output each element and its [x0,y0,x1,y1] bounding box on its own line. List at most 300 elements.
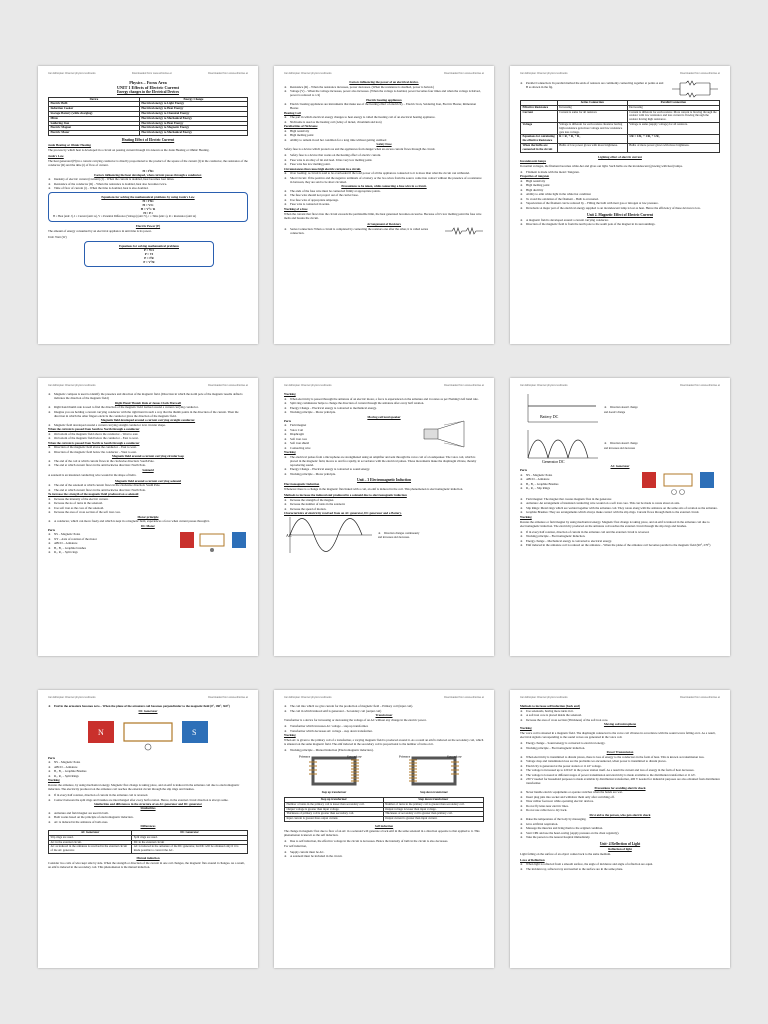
list-item: ➔ Take the person to the nearest hospital immediately. [520,835,720,839]
paragraph: When the current that flows into the circuit exceeds the permissible limit, the heat generated becomes excessive. Because of it's low melting point the fuse wire melts and breaks the circuit. [284,211,482,220]
paragraph: Rotates the armature or field magnet by using mechanical energy. Magnetic flux change is taking place, and an emf is induced in the armature coil due to electromagnetic induction. The electricity produced on the armature coil reaches the external circuit through the slip rings and brushes. [520,519,710,528]
table-row [521,135,720,144]
table-cell: Equations for calculating the effective Resistance [521,135,558,144]
subheading: Working of a fuse [284,206,308,211]
figure-caption: Step down transformer [420,791,448,794]
wave-notes [378,531,419,539]
equation: H = VI t [142,203,154,208]
list-item: ➔ Nichrome is used as the heating coil (Alloy of nickel, chromium and iron) [284,120,484,124]
subheading: First aid to the person, who gets electric shock [589,812,651,817]
list-item: ➔ Increase the strength of the magnet. [284,498,484,502]
subheading: Solenoid [142,467,154,472]
list-item: ➔ Energy change – Mechanical energy is converted to electrical energy. [520,539,720,543]
list-item: ➔ The coil in which induced emf is generated – Secondary coil (output coil) [284,709,484,713]
list-item: ➔ To avoid the oxidation of the filament – Bulb is evacuated. [520,197,720,201]
table-row [521,143,720,152]
list-item: ➔ Emf in the armature becomes zero – When the plane of the armature coil becomes perpendicular to the magnetic field (0°, 180°, 360°) [48,704,248,708]
list-item: ➔ Direction doesn't change [604,442,638,446]
battery-dc-graph [520,392,600,428]
paragraph: Light falling on the surface of an object comes back to the same medium. [520,851,611,856]
page-header [48,384,248,388]
list-item: ➔ Energy Change – Electrical energy is converted to mechanical energy. [284,406,484,410]
list-item: ➔ Right hand thumb rule is used to find the direction of the magnetic field formed around a current carrying conductor. [48,405,248,409]
table-cell: Electrical energy to Chemical Energy [139,111,247,116]
list-item: ➔ Voice Coil [284,428,410,432]
list-item: ➔ Give artificial respiration. [520,822,720,826]
subheading: Magnetic field around a current carrying circular loop [111,454,185,458]
subheading: Moving coil loud speaker [367,414,401,419]
list-item: ➔ Working principle – Motor principle. [284,472,484,476]
list-item: ➔ Filament is made with the metal: Tungsten. [520,170,720,174]
equation: H = P t [143,211,153,216]
list-item: ➔ Increase the intensity of the electric current. [48,497,248,501]
list-item: ➔ Safety fuse is a device that works on the heating effect of electric current. [284,153,484,157]
unit-title: Unit 2. Magnetic Effect of Electric Current [587,212,653,217]
list-item: ➔ Time of flow of current (t) – When the time is doubled, heat is also doubled. [48,186,248,190]
table-cell: DC in the external circuit [132,840,248,845]
step-up-transformer-diagram [299,754,369,790]
subheading: Differences [140,824,156,828]
axis-label: AC [286,533,292,539]
list-item: ➔ Both works based on the principle of electromagnetic induction. [48,815,248,819]
table-cell: Electric Motor [49,131,140,136]
list-item: ➔ Connecting wire [284,446,410,450]
list-item: ➔ Insert plug pins into socket and withdraw them only after switching off. [520,795,720,799]
equation: H = V²t / R [140,207,156,212]
header-left: Iran Ethiopian Channel physics textbooks [520,72,568,75]
generator-dc-section [520,428,720,464]
table-cell: Electrical energy to Magnetic Energy [139,126,247,131]
header-right: Downloaded from www.ethiorise.et [444,72,484,75]
subheading: Peculiarities of Nichrome [284,124,318,128]
list-item: ➔ The voltage is lowered at different stages of power transmission and electricity is made available to the distribution transformer at 11 kV. [520,773,720,777]
list-item: ➔ AC is induced in the armature of both ones. [48,820,248,824]
page-7 [38,690,258,968]
list-item: ➔ High ductility [520,188,720,192]
list-item: ➔ Short Circuit: If the positive and the negative terminals of a battery or the two wires from the source come into contact without the presence of a resistance in between, they are said to be short circuited. [284,176,484,184]
subheading: Methods to increase self induction (back emf) [520,704,580,708]
header-right: Downloaded from www.ethiorise.et [208,696,248,699]
loudspeaker-diagram [414,419,484,449]
page-4 [38,378,258,656]
list-item: ➔ R₁, R₂ – Split rings [48,550,174,554]
list-item: ➔ Vaporization of the filament can be reduced by – Filling the bulb with inert gas or nitrogen at low pressure. [520,201,720,205]
paragraph: Unit: Watt (W) [48,234,67,239]
table-cell: Current is different for each resistor. More current is flowing through the resistor with low resistance and less current is flowing through the resistor having high resistance. [627,110,719,122]
table-cell: Electrical energy to Light Energy [139,102,247,107]
list-item: ➔ Series Connection: When a circuit is completed by connecting the resistors one after the other, it is called series connection. [284,227,440,235]
table-cell: Bulbs of low power glows with more brightness. [557,143,627,152]
list-item: ➔ Do not fly kites near electric lines. [520,804,720,808]
list-item: ➔ ABCD – Armature [48,541,174,545]
list-item: ➔ Fuse wire is an alloy of tin and lead. It has very low melting point. [284,158,484,162]
series-row [284,226,484,236]
header-left: Iran Ethiopian Channel physics textbooks [48,696,96,699]
list-item: ➔ The coil into which we give current for the production of magnetic field – Primary coil (input coil). [284,704,484,708]
paragraph: A solenoid is an insulated conducting wire wound in the shape of helix. [48,472,137,477]
list-item: ➔ R₁, R₂ – Slip Rings [520,486,636,490]
ac-wave-graph [284,515,374,555]
list-item: ➔ Field magnet [284,423,410,427]
list-item: ➔ Imagine you are holding a current carrying conductor with the right hand in such a way that the thumb points in the direction of the current. Then the direction in which the other fingers encircle the conductor gives the direction of the magnetic field. [48,410,248,418]
list-item: ➔ When electricity is transmitted to distant places, there is loss of energy to the conductors in the form of heat. This is known as transmission loss. [520,755,720,759]
subheading: Characteristics of electricity received from an AC generator, DC generator and a Battery. [284,511,402,516]
subheading: Power Transmission [606,750,634,754]
header-right: Downloaded from www.ethiorise.et [680,384,720,387]
list-item: ➔ Electricity is generated at the power station at 11 kV voltage. [520,764,720,768]
header-right: Downloaded from www.ethiorise.et [680,72,720,75]
header-left: Iran Ethiopian Channel physics textbooks [48,384,96,387]
list-item: ➔ Diaphragm [284,432,410,436]
table-cell: Electric Bulb [49,102,140,107]
page-header [48,72,248,76]
svg-text:N: N [98,727,104,737]
list-item: ➔ Intensity of electric current (Current) (I) – When the current is doubled, heat becomes four times. [48,177,248,181]
ac-wave-section [284,515,484,555]
table-header: Step up transformer [285,798,384,803]
list-item: ➔ The part in which electrical energy changes to heat energy is called the heating coil of an electrical heating appliance. [284,115,484,119]
equation: H = I²Rt [142,199,154,204]
paragraph: Rotates the armature, by using mechanical energy. Magnetic flux change is taking place, and an emf is induced in the armature coil due to electromagnetic induction. The electricity produced on the armature coil reaches the external circuit through the slip rings and brushes. [48,783,240,791]
subheading: Methods to increase the induced emf produced in a solenoid due to electromagnetic induction [284,493,407,498]
list-item: ➔ B₁, B₂ – Graphite Brushes [48,769,248,773]
subheading: Parts [284,418,292,423]
formula: H = I²Rt [142,168,154,173]
table-cell: Thickness of secondary coil is greater than primary coil. [383,812,483,817]
subheading: Similarities [140,806,156,810]
header-right: Downloaded from www.ethiorise.et [208,72,248,75]
parts-list [284,419,410,451]
list-item: ➔ Raise the temperature of the body by massaging. [520,817,720,821]
subheading: Working [520,514,532,519]
paragraph: Safety fuse is a device which protects us and the appliances from danger when an excess current flows through the circuit. [284,147,436,151]
subheading: Transformer [375,713,393,717]
box-heading: Equations for solving the mathematical problems by using Joule's Law [101,195,195,200]
table-header: Device [49,97,140,102]
paragraph: Consider two coils of wire kept side by side. When the strength or direction of the current in one coil changes, the magnetic flux around it changes. As a result, an emf is induced in the secondary coil. This phenomenon is the mutual induction. [48,860,245,869]
parts-list [48,528,174,555]
table-row [521,122,720,134]
diagram-label: Primary [399,754,411,759]
motor-section [48,528,248,555]
table-cell: When the bulbs are connected in the circuit [521,143,558,152]
subheading: Working [284,733,296,737]
table-cell: Bulbs of more power glows with more brightness. [627,143,719,152]
page-3 [510,66,730,344]
list-item: ➔ The end of the solenoid at which current flows in the clockwise direction: South Pole. [48,483,248,487]
diagram-label: Secondary [447,754,462,759]
list-item: ➔ Resistance of the conductor (R) – When the resistance is doubled, heat also becomes twice. [48,182,248,186]
list-item: ➔ Contact between the split rings and brushes are interchanged after every half rotation. Hence, in the external circuit direction is always same. [48,798,248,802]
subheading: Working [48,778,60,782]
paragraph: The change in magnetic flux due to flow of an AC in a solenoid will generate a back emf in the same solenoid in a direction opposite to that applied to it. This phenomenon is known as the self induction. [284,828,480,837]
table-row [521,110,720,122]
list-item: ➔ Working principle – Mutual Induction (Electromagnetic induction). [284,748,484,752]
list-item: ➔ Working principle – Electromagnetic induction. [520,746,720,750]
subheading: Self induction [374,823,394,828]
list-item: ➔ Increase the area of cross section of the soft iron core. [48,510,248,514]
table-cell: Slip rings are used. [49,835,132,840]
subheading: Motor principle [137,514,159,519]
page-header [520,384,720,388]
subheading: Heating Coil [284,110,301,115]
table-row [49,131,248,136]
page-header [284,384,484,388]
subheading: Similarities and differences in the structure of an AC generator and DC generator [94,802,202,806]
unit-title: Unit – 3 Electromagnetic Induction [356,477,412,482]
subheading: Electromagnetic Induction [284,482,320,487]
section-heading: Lighting effect of electric current [598,154,642,159]
list-item: ➔ Use soft iron as the core of the solenoid. [48,506,248,510]
list-item: ➔ The end at which current flows in the anticlockwise direction: North Pole. [48,488,248,492]
list-item: ➔ ABCD – Armature [48,765,248,769]
parts-list [520,468,636,496]
list-item: ➔ Working principle – Electromagnetic Induction. [520,534,720,538]
list-item: ➔ The fuse wire should not project out of the carrier base. [284,193,484,197]
speaker-section [284,419,484,451]
section-subtitle: Energy changes in the Electrical Devices [117,90,179,94]
list-item: ➔ Increase the number of turns in the solenoid. [284,502,484,506]
list-item: ➔ Transformer which increases AC voltage – step up transformer. [284,724,484,728]
table-cell: Induction Cooker [49,107,140,112]
table-cell: Electrical energy to Mechanical Energy [139,116,247,121]
subheading: When the current is passed from North to South through a conductor [48,440,140,445]
table-row [49,845,248,854]
subheading: Working [284,392,296,396]
svg-text:S: S [192,727,197,737]
list-item: ➔ The ends of the fuse wire must be connected firmly at appropriate points. [284,189,484,193]
list-item: ➔ Over loading: A circuit is said to be overloaded if the total power of all the appliances connected to it is more than what the circuit can withstand. [284,171,484,175]
paragraph: In normal voltages, the filament becomes white-hot and gives out light. Such bulbs are the incandescent (glowing with heat) lamps. [520,163,683,168]
list-item: ➔ The end of the coil at which current flows in the clockwise direction: South Pole. [48,459,248,463]
table-cell: Voltage is same (supply voltage) for all resistors. [627,122,719,134]
table-cell: Mixie [49,116,140,121]
diagram-label: Secondary [347,754,362,759]
subheading: Incandescent lamps [520,158,547,163]
page-header [284,696,484,700]
paragraph: The amount of energy consumed by an electrical appliance in unit time is its power. [48,228,152,233]
parallel-resistor-diagram [670,80,720,98]
page-6 [510,378,730,656]
transformer-table [284,797,484,822]
subheading: Working [284,450,296,454]
subheading: Precautions for avoiding electric shock [594,785,646,790]
graph-label: Battery DC [540,414,559,419]
equation-box [48,192,248,222]
list-item: ➔ NS – Magnetic Poles [520,473,636,477]
equation: P = V²/R [143,259,155,264]
page-9 [510,690,730,968]
list-item: ➔ On bottom of the magnetic field above the conductor – West to east. [48,432,248,436]
list-item: ➔ NS – Magnetic Poles [48,532,174,536]
page-1 [38,66,258,344]
list-item: ➔ A conductor, which can move freely and which is kept in a magnetic field, experiences a force when current passes through it. [48,519,248,523]
subheading: Parts [48,527,56,532]
list-item: ➔ Voltage drop and transmission loss are the problems we encountered, when power is transmitted to distant places. [520,759,720,763]
list-item: ➔ R₁, R₂ – Split Rings [48,774,248,778]
list-item: ➔ Graphite Brushes: They are arrangements which always make contact with the slip rings. Current flows through them to the external circuit. [520,510,720,514]
list-item: ➔ Wear rubber footwear while operating electric devices. [520,799,720,803]
paragraph: Transformer is a device for increasing or decreasing the voltage of an AC without any change in the electric power. [284,718,427,722]
list-item: ➔ Soft iron shield [284,441,410,445]
table-cell: Input current is greater than output current. [285,817,384,822]
list-item: ➔ Energy Change – Electrical energy is converted to sound energy. [284,467,484,471]
list-item: ➔ Ability to remain in red hot condition for a long time without getting oxidised [284,138,484,142]
table-cell: Output voltage is lesser than input voltage. [383,807,483,812]
table-header: AC Generator [49,831,132,836]
subheading: Parts [520,468,528,472]
list-item: ➔ Field magnet: The magnet that creates magnetic flux in the generator. [520,497,720,501]
list-item: ➔ Direction of the magnetic field is from the north pole to the south pole of the magnet in its surroundings. [520,222,720,226]
list-item: ➔ If in every half rotation, direction of current in the armature coil is reversed. [48,793,248,797]
table-cell: Number of turns in the primary coil is lesser than secondary coil. [285,802,384,807]
list-item: ➔ Transformer which decreases AC voltage – step down transformer. [284,729,484,733]
subheading: Magnetic field around a current carrying solenoid [114,478,182,483]
unit-title: UNIT 1 Effects of Electric Current [116,85,180,90]
list-item: ➔ Magnetic compass is used to identify the presence and direction of the magnetic field. (Direction in which the north pole of the magnetic needle deflects indicates the direction of the magnetic field) [48,392,248,400]
list-item: ➔ Massage the muscles and bring them to the original condition. [520,826,720,830]
graph-notes [604,406,638,414]
step-up-figure [299,754,369,795]
subheading: Working [520,726,532,730]
list-item: ➔ A soft iron core is placed inside the solenoid. [520,713,720,717]
diagram-label: Primary [299,754,311,759]
header-right: Downloaded from www.ethiorise.et [444,696,484,699]
table-cell: Voltage [521,122,558,134]
list-item: ➔ High melting point [520,183,720,187]
generator-diff-table [48,830,248,854]
generator-dc-graph [520,428,600,464]
list-item: ➔ Drawback: A major part of the electrical energy supplied to an incandescent lamp is lost as heat. Hence the efficiency of these devices is low. [520,206,720,210]
list-item: ➔ A magnetic field is developed around a current carrying conductor. [520,218,720,222]
table-cell: Soldering Iron [49,121,140,126]
list-item: ➔ Direction of the magnetic field below the conductor – West to east. [48,450,248,454]
list-item: ➔ B₁, B₂ – Graphite brushes [48,546,174,550]
list-item: ➔ The voltage is increased up to 220 kV in the power station itself. As a result the current and loss of energy in the form of heat decreases. [520,768,720,772]
list-item: ➔ Never handle electric equipments or operate switches when the hands are wet. [520,790,720,794]
list-item: ➔ Resistance (R) – When the resistance increases, power decreases. (When the resistance is doubled, power is halved.) [284,85,484,89]
table-cell: Decreasing [627,105,719,110]
list-item: ➔ High resistivity [520,179,720,183]
list-item: ➔ When light is reflected from a smooth surface, the angle of incidence and angle of reflection are equal. [520,862,720,866]
series-resistor-diagram [444,226,484,236]
list-item: ➔ Increase the speed of motion. [284,507,484,511]
page-5 [274,378,494,656]
table-cell: Output voltage is greater than input voltage. [285,807,384,812]
subheading: When the current is passed from South to North through a conductor [48,427,140,431]
list-item: ➔ Slip Rings: Metal rings which are welded together with the armature coil. They rotate along with the armature on the same axis of rotation as the armature. [520,506,720,510]
list-item: ➔ Use solenoids, having more turns in it. [520,709,720,713]
list-item: ➔ Parallel Connection: In parallel method the ends of resistors are commonly connecting together at points A and B as shown in the fig. [520,81,666,89]
list-item: ➔ Energy change – Sound energy is converted to electrical energy. [520,741,720,745]
list-item: ➔ Direction doesn't change [604,406,638,410]
table-header: Series Connection [557,101,627,106]
page-2 [274,66,494,344]
list-item: ➔ ABCD – Armature [520,477,636,481]
resistor-comparison-table [520,100,720,153]
list-item: ➔ High resistivity [284,129,484,133]
list-item: ➔ NS – Magnetic Poles [48,760,248,764]
list-item: ➔ Ability to emit white light in the white hot condition [520,192,720,196]
table-cell: AC is induced in the armature of the DC generator, but DC will be obtained only if it is made possible to convert the AC. [132,845,248,854]
step-down-transformer-diagram [399,754,469,790]
list-item: ➔ Start CPR and use the heart-saving (Apply pressure on the chest regularly). [520,831,720,835]
table-cell: Split rings are used. [132,835,248,840]
list-item: ➔ The electrical pulses from a microphone are strengthened using an amplifier and sent through the voice coil of a loudspeaker. The voice coil, which is placed in the magnetic field, moves to and fro rapidly, in accordance with the electrical pulses. These movements make the diaphragm vibrate, thereby reproducing sound. [284,455,484,467]
list-item: ➔ B₁, B₂ – Graphite Brushes [520,482,636,486]
table-cell: Storage Battery (while charging) [49,111,140,116]
page-title: Physics – Focus Area [129,80,167,85]
table-cell: Electrical energy to Mechanical Energy [139,131,247,136]
header-left: Iran Ethiopian Channel physics textbooks [284,72,332,75]
list-item: ➔ The end at which current flows in the anticlockwise direction: North Pole. [48,463,248,467]
list-item: ➔ On bottom of the magnetic field below the conductor – East to west. [48,436,248,440]
energy-table [48,97,248,136]
list-item: ➔ Split ring commutator helps to change the direction of current through the armature after every half rotation. [284,401,484,405]
subheading: Safety Fuse [376,142,392,146]
subheading: Mutual induction [136,855,160,860]
table-cell: Increasing [557,105,627,110]
paragraph: The voice coil is situated in a magnetic field. The diaphragm connected to the voice coil vibrates in accordance with the sound waves falling on it. As a result, electrical signals corresponding to the sound waves are generated in the voice coil. [520,731,716,739]
parallel-row [520,80,720,98]
header-middle: Downloaded from www.ethiorise.et [131,72,172,75]
table-cell: Thickness of primary coil is greater than secondary coil. [285,812,384,817]
ac-generator-section [520,468,720,496]
subheading: Precautions to be taken, while connecting a fuse wire in a circuit. [341,184,427,188]
subheading: Properties of tungsten [520,174,550,179]
page-header [520,696,720,700]
unit-title: Unit- 4 Reflection of Light [599,842,641,846]
header-left: Iran Ethiopian Channel physics textbooks [520,696,568,699]
paragraph: The heat generated (H) in a current carrying conductor is directly proportional to the product of the square of the current (I) in the conductor, the resistance of the conductor (R) and the time (t) of flow of current. [48,158,248,167]
list-item: ➔ Fuse wire is connected in series. [284,202,484,206]
subheading: Factors influencing the heat developed, when current passes through a conductor. [94,172,202,177]
equation-note: H = Heat (unit: J), I = Current (unit: A), V = Potential Difference (Voltage) (unit: V), t = Time (unit: s), R = Resistance (unit: Ω) [53,215,197,219]
list-item: ➔ Use fuse wire of appropriate amperage. [284,198,484,202]
subheading: Parts [48,755,56,760]
page-header [48,696,248,700]
table-cell: AC in the external circuit. [49,840,132,845]
list-item: ➔ Due to self induction, the effective voltage in the circuit is decreases. Hence the intensity of bulb in the circuit is also decreases. [284,839,484,843]
table-row [285,817,484,822]
list-item: ➔ Armature and field magnet are used in both. [48,811,248,815]
header-left: Iran Ethiopian Channel physics textbooks [284,384,332,387]
header-left: Iran Ethiopian Channel physics textbooks [284,696,332,699]
list-item: ➔ Armature: An arrangement of insulated conducting wire wound on a soft iron core. This can be made to rotate about an axis. [520,501,720,505]
table-header: Step down transformer [383,798,483,803]
ac-generator-diagram [640,468,720,496]
table-cell: AC as induced in the armature is received in the external circuit of the AC generator. [49,845,132,854]
table-header: Energy Change [139,97,247,102]
figure-caption: Step up transformer [321,791,347,794]
list-item: and increases and decreases. [378,535,410,539]
list-item: ➔ Direction of the magnetic field above the conductor – East to west. [48,445,248,449]
list-item: ➔ 230 V needed for household purposes is made available by distribution transformer, 400 V needed for industrial purposes are also obtained from distribution transformer. [520,777,720,785]
subheading: Magnetic field developed around a current carrying straight conductor. [100,418,196,422]
paragraph: When AC is given to the primary coil of a transformer, a varying magnetic field is produced around it. As a result an emf is induced on the secondary coil, which is situated on the same magnetic field. The emf induced in the secondary coil is proportional to the number of turns on it. [284,738,484,746]
table-cell: Effective Resistance [521,105,558,110]
step-down-figure [399,754,469,795]
section-heading: Heating Effect of Electric Current [121,137,175,142]
subheading: Joule Heating or Ohmic Heating [48,142,91,147]
paragraph: Whenever there is a change in the magnetic flux linked with a coil, an emf is induced in the coil. This phenomenon is electromagnetic induction. [284,487,464,492]
list-item: ➔ Voltage (V) – When the voltage increases, power also increases. (When the voltage is doubled, power becomes four times and when the voltage is halved, power is reduced to 1/4) [284,89,484,97]
dc-motor-diagram [178,528,248,554]
list-item: ➔ A solenoid must be included in the circuit. [284,854,484,858]
figure-caption: DC Motor [141,523,155,528]
page-8 [274,690,494,968]
list-item: ➔ Do not use cable ties to dry back. [520,808,720,812]
